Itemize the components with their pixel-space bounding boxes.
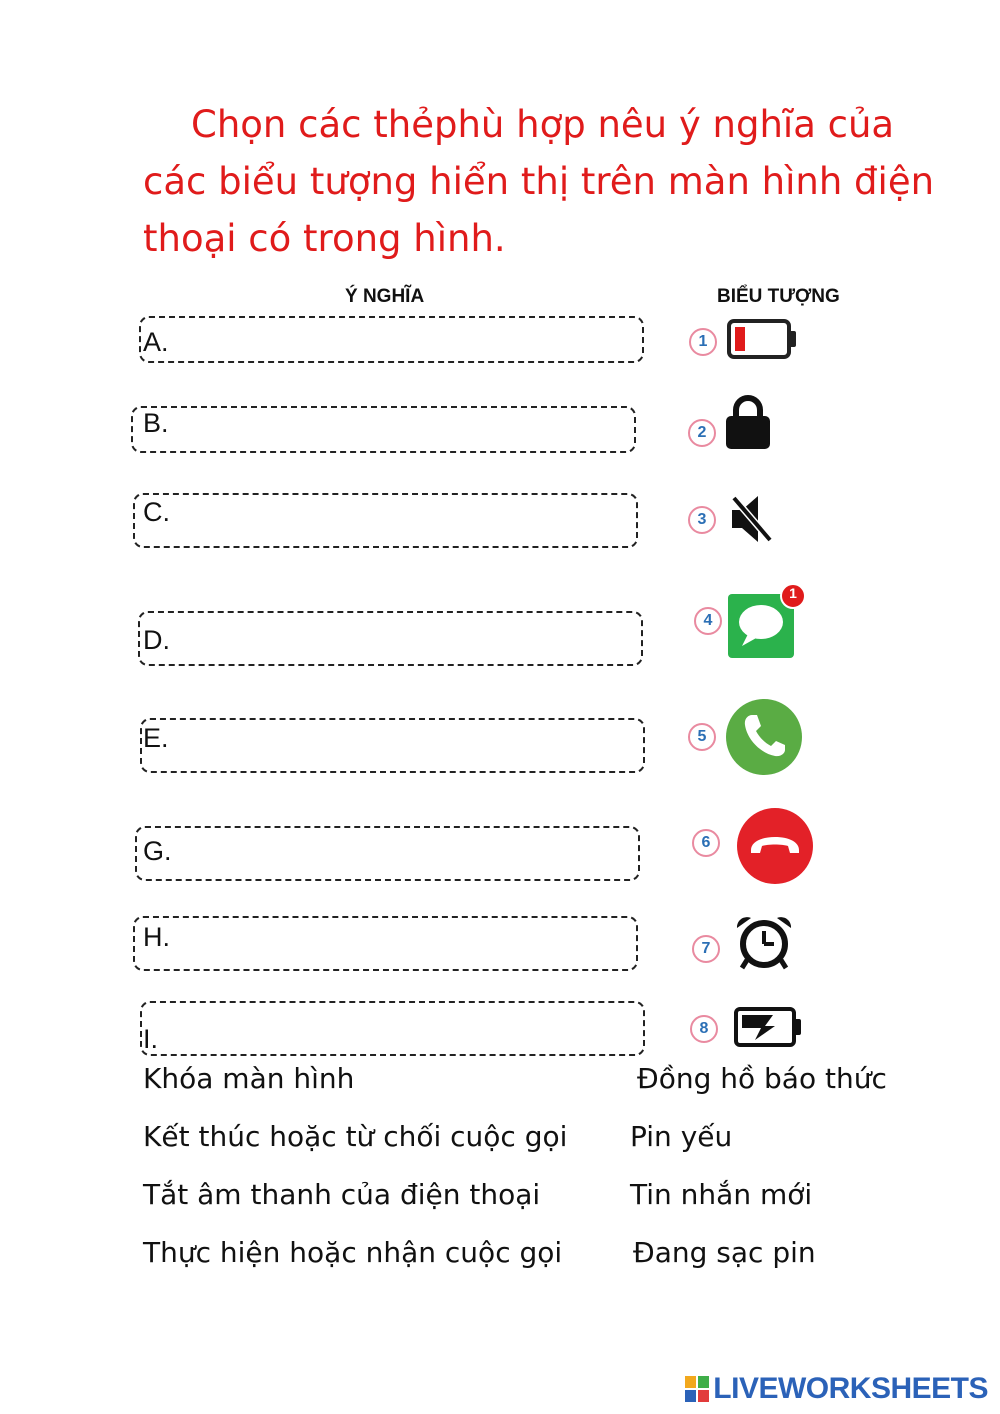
card-low-battery[interactable]: Pin yếu xyxy=(630,1120,733,1153)
call-icon xyxy=(724,697,804,777)
answer-box-h-label: H. xyxy=(143,922,170,952)
card-end-reject-call[interactable]: Kết thúc hoặc từ chối cuộc gọi xyxy=(143,1120,568,1153)
message-badge-count: 1 xyxy=(789,585,797,601)
card-new-message[interactable]: Tin nhắn mới xyxy=(630,1178,813,1211)
answer-box-c[interactable] xyxy=(133,493,638,548)
card-mute-phone[interactable]: Tắt âm thanh của điện thoại xyxy=(143,1178,541,1211)
card-alarm-clock[interactable]: Đồng hồ báo thức xyxy=(637,1062,887,1095)
answer-box-e[interactable] xyxy=(140,718,645,773)
answer-box-d-label: D. xyxy=(143,625,170,655)
card-make-receive-call[interactable]: Thực hiện hoặc nhận cuộc gọi xyxy=(143,1236,563,1269)
liveworksheets-logo-text: LIVEWORKSHEETS xyxy=(713,1372,988,1405)
answer-box-c-label: C. xyxy=(143,497,170,527)
card-charging[interactable]: Đang sạc pin xyxy=(633,1236,816,1269)
lock-icon xyxy=(724,394,772,450)
answer-box-g-label: G. xyxy=(143,836,172,866)
icon-number-2: 2 xyxy=(688,419,716,447)
answer-box-b-label: B. xyxy=(143,408,169,438)
low-battery-icon xyxy=(726,318,800,360)
answer-box-i-label: I. xyxy=(143,1024,159,1054)
answer-box-a-label: A. xyxy=(143,327,169,357)
instructions xyxy=(143,96,935,267)
icon-column-header: BIỂU TƯỢNG xyxy=(717,286,840,307)
icon-number-6: 6 xyxy=(692,829,720,857)
liveworksheets-logo-icon xyxy=(685,1376,709,1402)
mute-icon xyxy=(728,492,774,546)
icon-number-3: 3 xyxy=(688,506,716,534)
answer-box-i[interactable] xyxy=(140,1001,645,1056)
icon-number-4: 4 xyxy=(694,607,722,635)
icon-number-1: 1 xyxy=(689,328,717,356)
answer-box-d[interactable] xyxy=(138,611,643,666)
instructions-line-1: Chọn các thẻphù hợp nêu ý nghĩa của xyxy=(191,103,895,146)
answer-box-b[interactable] xyxy=(131,406,636,453)
liveworksheets-logo xyxy=(685,1372,988,1406)
end-call-icon xyxy=(735,806,815,886)
alarm-clock-icon xyxy=(733,914,795,972)
answer-box-a[interactable] xyxy=(139,316,644,363)
icon-number-8: 8 xyxy=(690,1015,718,1043)
charging-battery-icon xyxy=(733,1006,805,1048)
meaning-column-header: Ý NGHĨA xyxy=(345,286,425,307)
icon-number-5: 5 xyxy=(688,723,716,751)
instructions-line-3: thoại có trong hình. xyxy=(143,217,506,260)
icon-number-7: 7 xyxy=(692,935,720,963)
instructions-line-2: các biểu tượng hiển thị trên màn hình điện xyxy=(143,160,935,203)
answer-box-e-label: E. xyxy=(143,723,169,753)
card-lock-screen[interactable]: Khóa màn hình xyxy=(143,1062,355,1095)
answer-box-g[interactable] xyxy=(135,826,640,881)
answer-box-h[interactable] xyxy=(133,916,638,971)
